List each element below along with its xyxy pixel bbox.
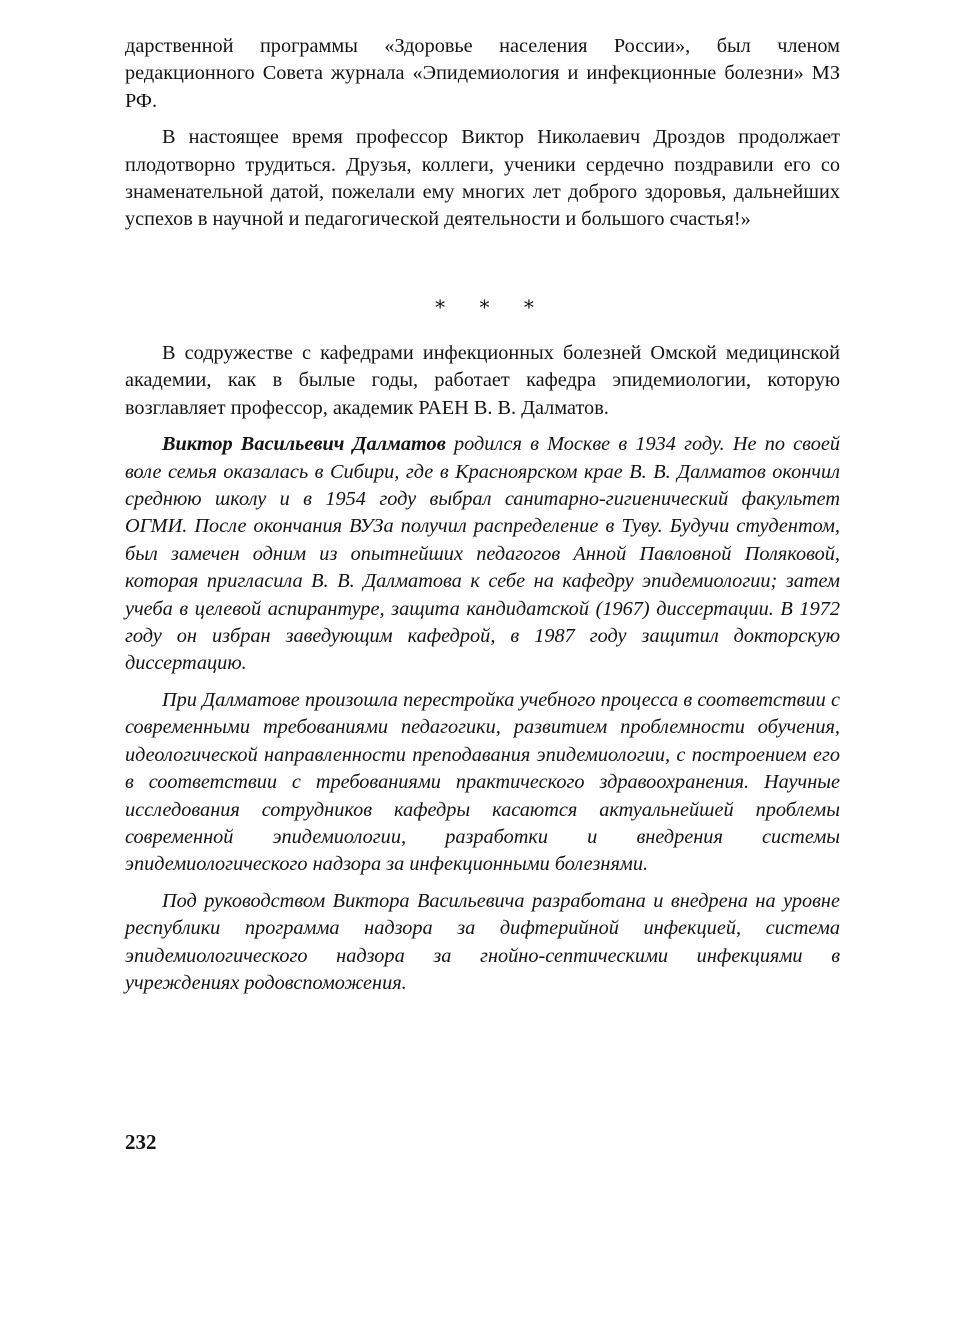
paragraph-intro: В содружестве с кафедрами инфекционных болезней Омской медицинской академии, как в былые годы, работает кафедра эпидемиологии, которую возглавляет профессор, академик РАЕН В. В. Далматов. [125, 342, 840, 419]
text-block-dalmatov [125, 340, 840, 1006]
paragraph-continued: дарственной программы «Здоровье населения России», был членом редакционного Совета журнала «Эпидемиология и инфекционные болезни» МЗ РФ. [125, 35, 840, 112]
section-separator: * * * [435, 295, 548, 319]
bio-name: Виктор Васильевич Далматов [162, 433, 446, 456]
bio-text: родился в Москве в 1934 году. Не по своей воле семья оказалась в Сибири, где в Красноярском крае В. В. Далматов окончил среднюю школу и в 1954 году выбрал санитарно-гигиенический факультет ОГМИ. После окончания ВУЗа получил распределение в Туву. Будучи студентом, был замечен одним из опытнейших педагогов Анной Павловной Поляковой, которая пригласила В. В. Далматова к себе на кафедру эпидемиологии; затем учеба в целевой аспирантуре, защита кандидатской (1967) диссертации. В 1972 году он избран заведующим кафедрой, в 1987 году защитил докторскую диссертацию. [125, 433, 840, 675]
text-block-top [125, 33, 840, 234]
paragraph-bio [125, 431, 840, 678]
paragraph-drozdov: В настоящее время профессор Виктор Николаевич Дроздов продолжает плодотворно трудиться. Друзья, коллеги, ученики сердечно поздравили его со знаменательной датой, пожелали ему многих лет доброго здоровья, дальнейших успехов в научной и педагогической деятельности и большого счастья!» [125, 126, 840, 231]
paragraph-restructuring: При Далматове произошла перестройка учебного процесса в соответствии с современными требованиями педагогики, развитием проблемности обучения, идеологической направленности преподавания эпидемиологии, с построением его в соответствии с требованиями практического здравоохранения. Научные исследования сотрудников кафедры касаются актуальнейшей проблемы современной эпидемиологии, разработки и внедрения системы эпидемиологического надзора за инфекционными болезнями. [125, 688, 840, 876]
page-number: 232 [125, 1130, 157, 1154]
paragraph-programs: Под руководством Виктора Васильевича разработана и внедрена на уровне республики программа надзора за дифтерийной инфекцией, система эпидемиологического надзора за гнойно-септическими инфекциями в учреждениях родовспоможения. [125, 889, 840, 994]
